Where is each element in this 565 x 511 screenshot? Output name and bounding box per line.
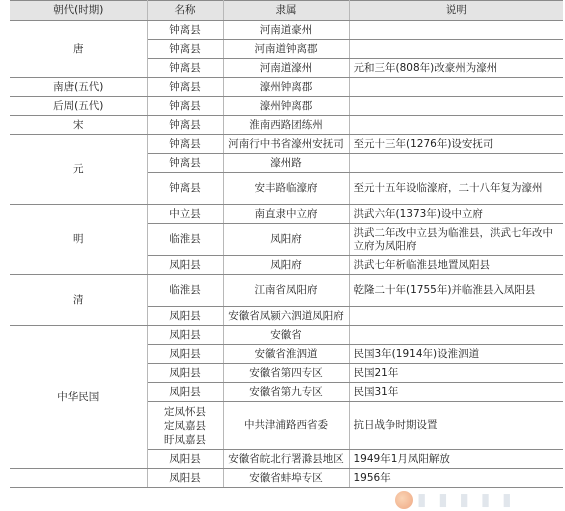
era-cell: 元 — [10, 135, 147, 205]
note-cell: 洪武六年(1373年)设中立府 — [349, 205, 563, 224]
name-cell: 中立县 — [147, 205, 223, 224]
table-row — [10, 469, 563, 488]
jurisdiction-cell: 濠州路 — [223, 154, 349, 173]
jurisdiction-cell: 中共津浦路西省委 — [223, 402, 349, 450]
era-cell: 宋 — [10, 116, 147, 135]
jurisdiction-cell: 安徽省 — [223, 326, 349, 345]
jurisdiction-cell: 河南道豪州 — [223, 21, 349, 40]
note-cell: 民国31年 — [349, 383, 563, 402]
note-cell: 至元十五年设临濠府，二十八年复为濠州 — [349, 173, 563, 205]
name-cell: 钟离县 — [147, 78, 223, 97]
name-cell: 钟离县 — [147, 135, 223, 154]
logo-mark-icon — [395, 491, 413, 509]
note-cell — [349, 116, 563, 135]
note-cell — [349, 97, 563, 116]
jurisdiction-cell: 安徽省皖北行署滁县地区 — [223, 450, 349, 469]
jurisdiction-cell: 河南道濠州 — [223, 59, 349, 78]
era-cell: 唐 — [10, 21, 147, 78]
note-cell: 1956年 — [349, 469, 563, 488]
jurisdiction-cell: 安徽省第四专区 — [223, 364, 349, 383]
name-cell: 凤阳县 — [147, 326, 223, 345]
note-cell: 1949年1月凤阳解放 — [349, 450, 563, 469]
name-cell: 凤阳县 — [147, 383, 223, 402]
name-cell: 临淮县 — [147, 275, 223, 307]
name-cell: 凤阳县 — [147, 345, 223, 364]
table-row — [10, 116, 563, 135]
name-cell: 临淮县 — [147, 224, 223, 256]
col-header-name: 名称 — [147, 1, 223, 21]
jurisdiction-cell: 安丰路临濠府 — [223, 173, 349, 205]
watermark: ▮ ▮ ▮ ▮ ▮ — [395, 489, 563, 511]
jurisdiction-cell: 安徽省第九专区 — [223, 383, 349, 402]
note-cell: 民国3年(1914年)设淮泗道 — [349, 345, 563, 364]
note-cell: 至元十三年(1276年)设安抚司 — [349, 135, 563, 154]
table-row — [10, 135, 563, 154]
table-row — [10, 326, 563, 345]
name-cell: 凤阳县 — [147, 450, 223, 469]
note-cell: 洪武七年析临淮县地置凤阳县 — [349, 256, 563, 275]
table-row — [10, 21, 563, 40]
table-row — [10, 205, 563, 224]
note-cell: 民国21年 — [349, 364, 563, 383]
jurisdiction-cell: 安徽省凤颍六泗道凤阳府 — [223, 307, 349, 326]
col-header-jurisdiction: 隶属 — [223, 1, 349, 21]
note-cell — [349, 78, 563, 97]
jurisdiction-cell: 南直隶中立府 — [223, 205, 349, 224]
table-row — [10, 97, 563, 116]
jurisdiction-table — [10, 0, 563, 488]
name-cell: 定凤怀县 定凤嘉县 盱凤嘉县 — [147, 402, 223, 450]
jurisdiction-cell: 江南省凤阳府 — [223, 275, 349, 307]
note-cell — [349, 326, 563, 345]
col-header-era: 朝代(时期) — [10, 1, 147, 21]
era-cell: 中华民国 — [10, 326, 147, 469]
jurisdiction-cell: 安徽省淮泗道 — [223, 345, 349, 364]
jurisdiction-cell: 凤阳府 — [223, 256, 349, 275]
name-cell: 钟离县 — [147, 40, 223, 59]
note-cell — [349, 21, 563, 40]
name-cell: 钟离县 — [147, 97, 223, 116]
note-cell: 乾隆二十年(1755年)并临淮县入凤阳县 — [349, 275, 563, 307]
name-cell: 凤阳县 — [147, 364, 223, 383]
note-cell: 元和三年(808年)改豪州为濠州 — [349, 59, 563, 78]
header-row — [10, 1, 563, 21]
table-row — [10, 275, 563, 307]
name-cell: 钟离县 — [147, 21, 223, 40]
era-cell: 后周(五代) — [10, 97, 147, 116]
jurisdiction-cell: 濠州钟离郡 — [223, 78, 349, 97]
name-cell: 凤阳县 — [147, 307, 223, 326]
jurisdiction-cell: 河南行中书省濠州安抚司 — [223, 135, 349, 154]
jurisdiction-cell: 凤阳府 — [223, 224, 349, 256]
note-cell — [349, 40, 563, 59]
jurisdiction-cell: 濠州钟离郡 — [223, 97, 349, 116]
name-cell: 钟离县 — [147, 173, 223, 205]
note-cell — [349, 154, 563, 173]
name-cell: 凤阳县 — [147, 469, 223, 488]
note-cell — [349, 307, 563, 326]
name-cell: 钟离县 — [147, 116, 223, 135]
col-header-note: 说明 — [349, 1, 563, 21]
jurisdiction-cell: 安徽省蚌埠专区 — [223, 469, 349, 488]
jurisdiction-cell: 淮南西路团练州 — [223, 116, 349, 135]
era-cell — [10, 469, 147, 488]
note-cell: 洪武二年改中立县为临淮县，洪武七年改中立府为凤阳府 — [349, 224, 563, 256]
name-cell: 凤阳县 — [147, 256, 223, 275]
era-cell: 明 — [10, 205, 147, 275]
name-cell: 钟离县 — [147, 154, 223, 173]
era-cell: 南唐(五代) — [10, 78, 147, 97]
era-cell: 清 — [10, 275, 147, 326]
name-cell: 钟离县 — [147, 59, 223, 78]
note-cell: 抗日战争时期设置 — [349, 402, 563, 450]
table-row — [10, 78, 563, 97]
jurisdiction-cell: 河南道钟离郡 — [223, 40, 349, 59]
